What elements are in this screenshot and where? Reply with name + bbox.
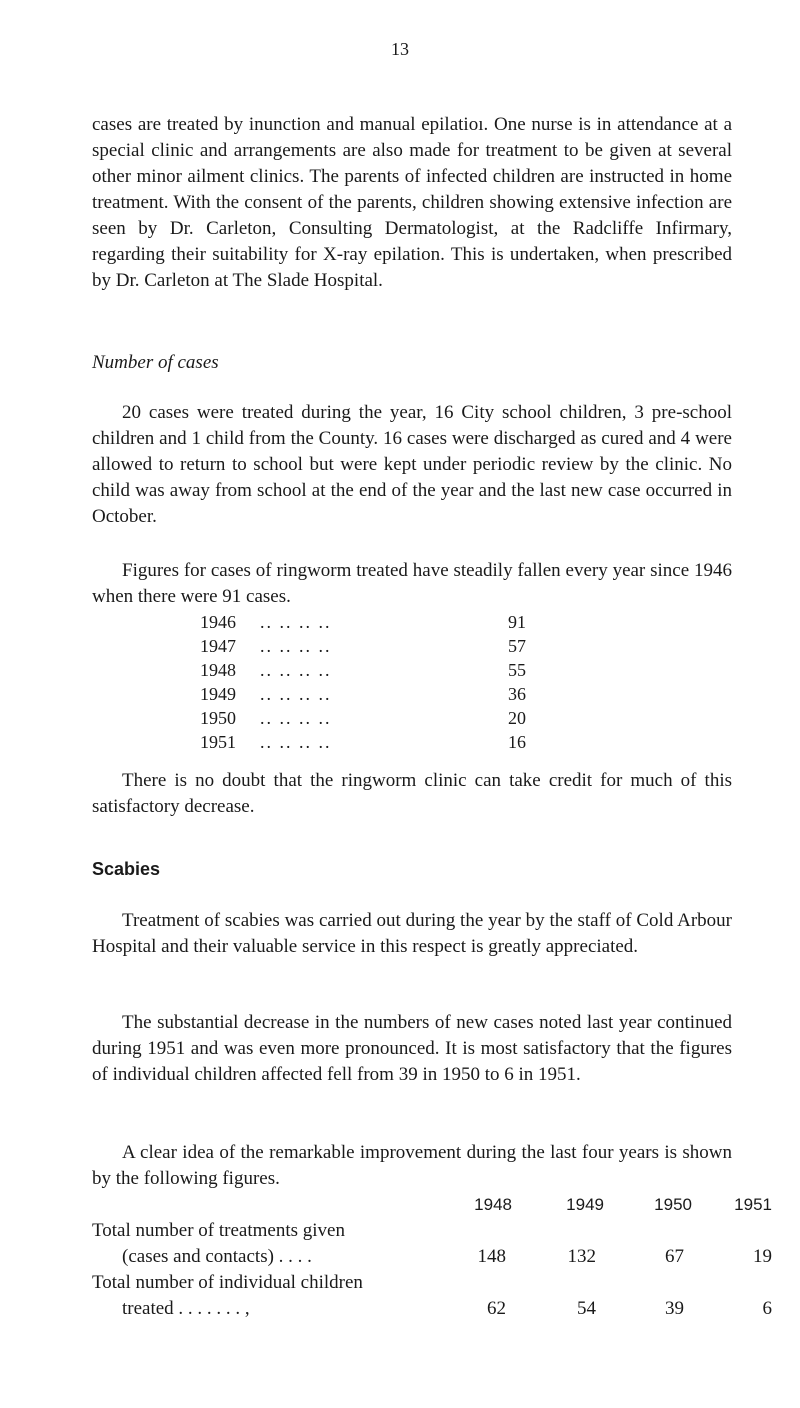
year-header: 1950 bbox=[654, 1195, 692, 1214]
value-cell: 39 bbox=[665, 1298, 684, 1319]
leader-dots: .. .. .. .. bbox=[260, 612, 332, 632]
value-cell: 67 bbox=[665, 1246, 684, 1267]
ringworm-cases-table bbox=[200, 610, 538, 754]
row-label: treated . . . . . . . , bbox=[122, 1298, 250, 1319]
table-row bbox=[200, 682, 538, 706]
year-cell: 1946 bbox=[200, 612, 236, 632]
table-row bbox=[92, 1296, 772, 1322]
paragraph-text: A clear idea of the remarkable improvement during the last four years is shown by the following figures. bbox=[92, 1142, 732, 1189]
table-row bbox=[200, 658, 538, 682]
value-cell: 55 bbox=[508, 660, 526, 680]
leader-dots: .. .. .. .. bbox=[260, 684, 332, 704]
value-cell: 19 bbox=[753, 1246, 772, 1267]
paragraph-text: Treatment of scabies was carried out during the year by the staff of Cold Arbour Hospital and their valuable service in this respect is greatly appreciated. bbox=[92, 910, 732, 957]
value-cell: 132 bbox=[567, 1246, 596, 1267]
row-label: (cases and contacts) . . . . bbox=[122, 1246, 312, 1267]
value-cell: 57 bbox=[508, 636, 526, 656]
value-cell: 91 bbox=[508, 612, 526, 632]
table-row bbox=[92, 1244, 772, 1270]
section-heading: Scabies bbox=[92, 859, 161, 879]
year-cell: 1951 bbox=[200, 732, 236, 752]
value-cell: 20 bbox=[508, 708, 526, 728]
paragraph-figures bbox=[92, 558, 732, 610]
leader-dots: .. .. .. .. bbox=[260, 732, 332, 752]
year-header: 1949 bbox=[566, 1195, 604, 1214]
heading-scabies bbox=[92, 856, 732, 882]
leader-dots: .. .. .. .. bbox=[260, 708, 332, 728]
value-cell: 62 bbox=[487, 1298, 506, 1319]
row-label: Total number of individual children bbox=[92, 1272, 363, 1293]
value-cell: 36 bbox=[508, 684, 526, 704]
header-row bbox=[92, 1192, 772, 1218]
leader-dots: .. .. .. .. bbox=[260, 636, 332, 656]
year-cell: 1947 bbox=[200, 636, 236, 656]
value-cell: 54 bbox=[577, 1298, 596, 1319]
paragraph-clear-idea bbox=[92, 1140, 732, 1192]
table-row bbox=[200, 730, 538, 754]
table-row bbox=[200, 634, 538, 658]
row-label: Total number of treatments given bbox=[92, 1220, 345, 1241]
paragraph-ringworm-credit bbox=[92, 768, 732, 820]
paragraph-text: Figures for cases of ringworm treated have steadily fallen every year since 1946 when there were 91 cases. bbox=[92, 560, 732, 607]
year-cell: 1950 bbox=[200, 708, 236, 728]
leader-dots: .. .. .. .. bbox=[260, 660, 332, 680]
table-row bbox=[200, 706, 538, 730]
year-header: 1948 bbox=[474, 1195, 512, 1214]
paragraph-cases-treated bbox=[92, 400, 732, 530]
paragraph-inunction bbox=[92, 112, 732, 294]
paragraph-substantial-decrease bbox=[92, 1010, 732, 1088]
paragraph-text: There is no doubt that the ringworm clinic can take credit for much of this satisfactory decrease. bbox=[92, 770, 732, 817]
paragraph-scabies-treatment bbox=[92, 908, 732, 960]
page-number: 13 bbox=[391, 39, 409, 59]
table-row bbox=[92, 1270, 740, 1296]
table-row bbox=[92, 1218, 740, 1244]
comparison-table bbox=[92, 1192, 772, 1322]
value-cell: 148 bbox=[477, 1246, 506, 1267]
year-cell: 1949 bbox=[200, 684, 236, 704]
paragraph-text: The substantial decrease in the numbers of new cases noted last year continued during 1951 and was even more pronounced. It is most satisfactory that the figures of individual children affected fell from 39 in 1950 to 6 in 1951. bbox=[92, 1012, 732, 1085]
value-cell: 6 bbox=[762, 1298, 772, 1319]
heading-number-of-cases bbox=[92, 350, 732, 376]
section-heading: Number of cases bbox=[92, 352, 219, 373]
year-header: 1951 bbox=[734, 1195, 772, 1214]
table-row bbox=[200, 610, 538, 634]
value-cell: 16 bbox=[508, 732, 526, 752]
paragraph-text: 20 cases were treated during the year, 16 City school children, 3 pre-school children and 1 child from the County. 16 cases were discharged as cured and 4 were allowed to return to school but were kept under periodic review by the clinic. No child was away from school at the end of the year and the last new case occurred in October. bbox=[92, 402, 732, 527]
paragraph-text: cases are treated by inunction and manual epilatioı. One nurse is in attendance at a special clinic and arrangements are also made for treatment to be given at several other minor ailment clinics. The parents of infected children are instructed in home treatment. With the consent of the parents, children showing extensive infection are seen by Dr. Carleton, Consulting Dermatologist, at the Radcliffe Infirmary, regarding their suitability for X-ray epilation. This is undertaken, when prescribed by Dr. Carleton at The Slade Hospital. bbox=[92, 114, 732, 291]
year-cell: 1948 bbox=[200, 660, 236, 680]
